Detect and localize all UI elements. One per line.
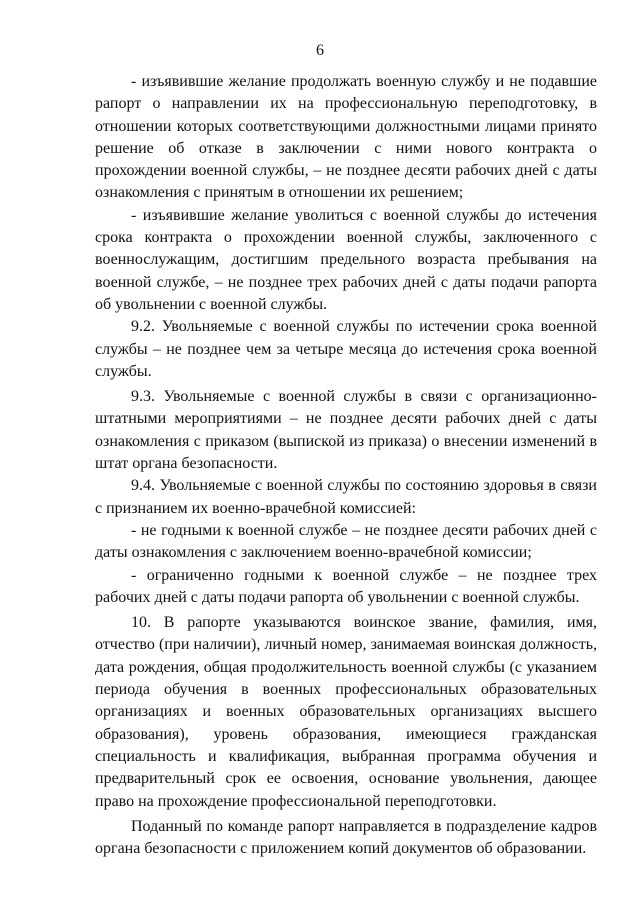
paragraph-10: 10. В рапорте указываются воинское звание, фамилия, имя, отчество (при наличии), личный номер, занимаемая воинская должность, дата рождения, общая продолжительность военной службы (с указанием периода обучения в военных профессиональных образовательных организациях и военных образовательных организациях высшего образования), уровень образования, имеющиеся гражданская специальность и квалификация, выбранная программа обучения и предварительный срок ее освоения, основание увольнения, дающее право на прохождение профессиональной переподготовки. bbox=[95, 614, 597, 810]
paragraph-limited-fitness: - ограниченно годными к военной службе – не позднее трех рабочих дней с даты подачи рапорта об увольнении с военной службы. bbox=[95, 566, 597, 606]
document-body bbox=[95, 71, 597, 860]
paragraph-9-2: 9.2. Увольняемые с военной службы по истечении срока военной службы – не позднее чем за четыре месяца до истечения срока военной службы. bbox=[95, 318, 597, 380]
paragraph-unfit-for-service: - не годными к военной службе – не позднее десяти рабочих дней с даты ознакомления с заключением военно-врачебной комиссии; bbox=[95, 521, 597, 562]
page-number: 6 bbox=[316, 42, 324, 59]
paragraph-refusal-new-contract: - изъявившие желание продолжать военную службу и не подавшие рапорт о направлении их на профессиональную переподготовку, в отношении которых соответствующими должностными лицами принято решение об отказе в заключении с ними нового контракта о прохождении военной службы, – не позднее десяти рабочих дней с даты ознакомления с принятым в отношении их решением; bbox=[95, 73, 597, 202]
paragraph-report-submission: Поданный по команде рапорт направляется в подразделение кадров органа безопасности с приложением копий документов об образовании. bbox=[95, 817, 597, 858]
paragraph-9-4: 9.4. Увольняемые с военной службы по состоянию здоровья в связи с признанием их военно-врачебной комиссией: bbox=[95, 477, 597, 517]
paragraph-early-discharge-age-limit: - изъявившие желание уволиться с военной службы до истечения срока контракта о прохождении военной службы, заключенного с военнослужащим, достигшим предельного возраста пребывания на военной службе, – не позднее трех рабочих дней с даты подачи рапорта об увольнении с военной службы. bbox=[95, 206, 597, 313]
paragraph-9-3: 9.3. Увольняемые с военной службы в связи с организационно-штатными мероприятиями – не позднее десяти рабочих дней с даты ознакомления с приказом (выпиской из приказа) о внесении изменений в штат органа безопасности. bbox=[95, 388, 597, 473]
